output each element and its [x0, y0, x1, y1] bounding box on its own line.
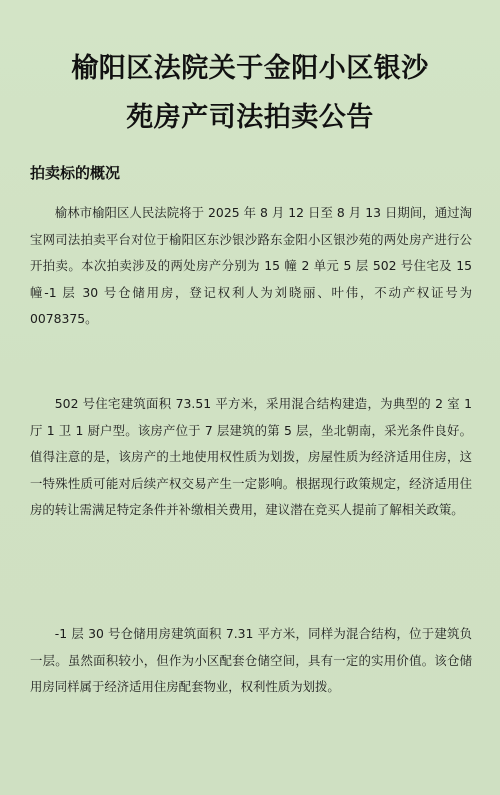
paragraph-residence: 502 号住宅建筑面积 73.51 平方米，采用混合结构建造，为典型的 2 室 1 厅 1 卫 1 厨户型。该房产位于 7 层建筑的第 5 层，坐北朝南，采光条件良好。值得注意的是，该房产的土地使用权性质为划拨，房屋性质为经济适用住房，这一特殊性质可能对后续产权交易产生一定影响。根据现行政策规定，经济适用住房的转让需满足特定条件并补缴相关费用，建议潜在竞买人提前了解相关政策。: [30, 396, 472, 518]
title-line-1: 榆阳区法院关于金阳小区银沙: [71, 53, 429, 84]
paragraph-overview: 榆林市榆阳区人民法院将于 2025 年 8 月 12 日至 8 月 13 日期间，通过淘宝网司法拍卖平台对位于榆阳区东沙银沙路东金阳小区银沙苑的两处房产进行公开拍卖。本次拍卖涉及的两处房产分别为 15 幢 2 单元 5 层 502 号住宅及 15 幢-1 层 30 号仓储用房，登记权利人为刘晓丽、叶伟，不动产权证号为 0078375。: [30, 205, 472, 327]
paragraph-storage: -1 层 30 号仓储用房建筑面积 7.31 平方米，同样为混合结构，位于建筑负一层。虽然面积较小，但作为小区配套仓储空间，具有一定的实用价值。该仓储用房同样属于经济适用住房配套物业，权利性质为划拨。: [30, 626, 472, 695]
page-title: [0, 44, 500, 142]
title-line-2: 苑房产司法拍卖公告: [126, 102, 374, 133]
section-heading: 拍卖标的概况: [30, 164, 121, 182]
